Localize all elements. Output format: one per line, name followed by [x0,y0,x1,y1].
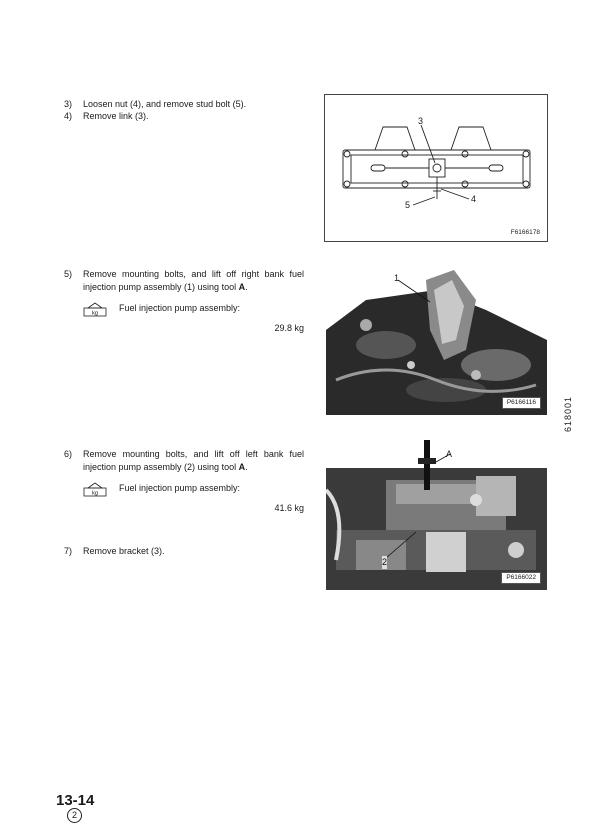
weight-icon [83,482,107,497]
callout-2: 2 [382,556,387,569]
callout-4: 4 [471,194,477,204]
page-number: 13-14 [56,792,95,809]
step-number: 7) [64,546,73,556]
weight-label: Fuel injection pump assembly: [119,483,241,494]
callout-5: 5 [405,200,411,210]
side-code: 618001 [563,395,573,432]
weight-line [83,482,304,498]
step-number: 5) [64,269,73,279]
weight-line [83,302,304,318]
step-text: Remove link (3). [83,111,149,121]
step-number: 6) [64,449,73,459]
figure-linkage-diagram [324,94,548,242]
weight-icon-text: kg [92,490,98,497]
step-6 [64,448,304,515]
step-number: 4) [64,111,73,121]
figure-code: P6166022 [501,572,541,584]
tool-reference: A [238,462,246,473]
callout-A: A [446,449,453,459]
linkage-diagram-drawing [325,95,547,241]
step-text: Remove mounting bolts, and lift off left bank fuel injection pump assembly (2) using tool A. [83,449,304,473]
weight-icon [83,302,107,317]
figure-code: P6166116 [502,397,541,409]
step-text: Remove bracket (3). [83,546,165,556]
step-5 [64,268,304,335]
photo-right-bank-pump [326,270,547,415]
step-text: Remove mounting bolts, and lift off right bank fuel injection pump assembly (1) using tool A. [83,269,304,293]
step-text: Loosen nut (4), and remove stud bolt (5). [83,99,247,109]
step-7 [64,545,304,558]
weight-value: 29.8 kg [274,323,304,334]
engine-photo-right-bank [326,270,547,415]
weight-value: 41.6 kg [274,503,304,514]
photo-left-bank-pump [326,440,547,590]
engine-photo-left-bank [326,440,547,590]
tool-reference: A [238,282,246,293]
weight-label: Fuel injection pump assembly: [119,303,241,314]
figure-code: F6166178 [507,228,544,238]
weight-icon-text: kg [92,310,98,317]
step-number: 3) [64,99,73,109]
step-4 [64,110,304,123]
callout-1: 1 [394,273,400,283]
revision-mark: 2 [67,808,82,823]
callout-3: 3 [418,116,424,126]
